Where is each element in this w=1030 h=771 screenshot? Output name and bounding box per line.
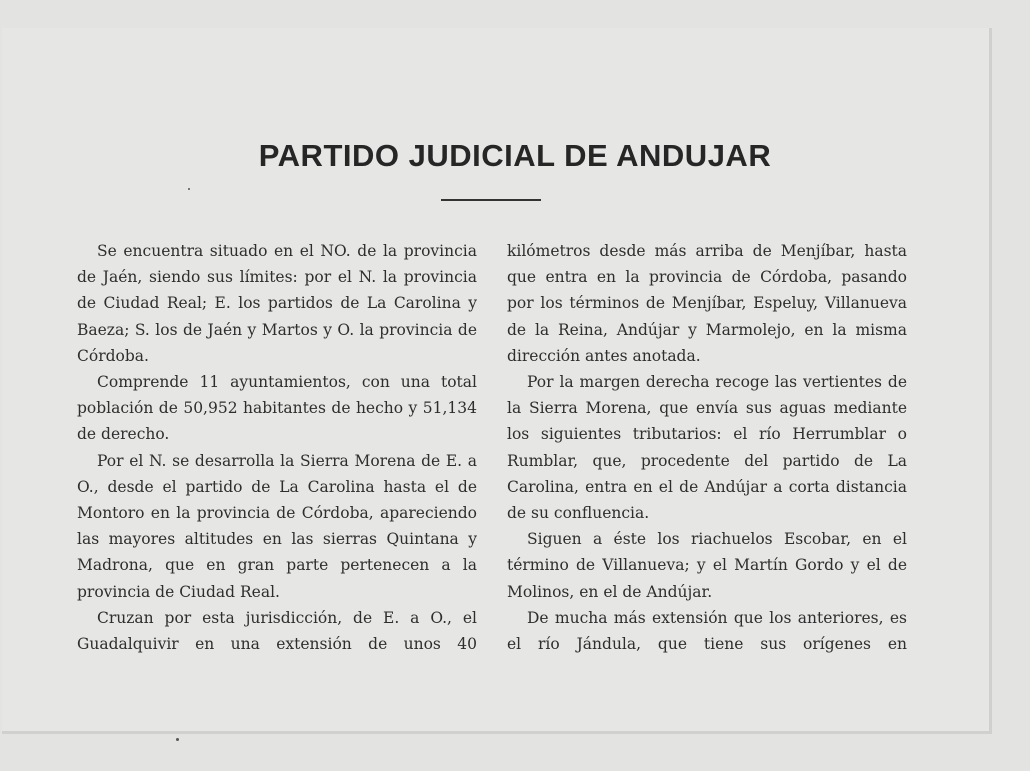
paragraph: Cruzan por esta jurisdicción, de E. a O., el Guadalquivir en una extensión de unos 40 [77, 608, 477, 654]
paragraph: Por la margen derecha recoge las vertientes de la Sierra Morena, que envía sus aguas mediante los siguientes tributarios: el río Herrumblar o Rumblar, que, procedente del partido de La Carolina, entra en el de Andújar a corta distancia de su confluencia. [507, 373, 907, 523]
right-column [507, 238, 907, 657]
left-column [77, 238, 477, 657]
paragraph: Comprende 11 ayuntamientos, con una total población de 50,952 habitantes de hecho y 51,134 de derecho. [77, 373, 477, 444]
paragraph: Siguen a éste los riachuelos Escobar, en el término de Villanueva; y el Martín Gordo y el de Molinos, en el de Andújar. [507, 530, 907, 601]
scan-speck [176, 738, 179, 741]
paragraph: De mucha más extensión que los anteriores, es el río Jándula, que tiene sus orígenes en [507, 608, 907, 654]
scan-speck [188, 188, 190, 190]
title-divider [441, 199, 541, 201]
paragraph: kilómetros desde más arriba de Menjíbar, hasta que entra en la provincia de Córdoba, pasando por los términos de Menjíbar, Espeluy, Villanueva de la Reina, Andújar y Marmolejo, en la misma dirección antes anotada. [507, 242, 907, 365]
paragraph: Se encuentra situado en el NO. de la provincia de Jaén, siendo sus límites: por el N. la provincia de Ciudad Real; E. los partidos de La Carolina y Baeza; S. los de Jaén y Martos y O. la provincia de Córdoba. [77, 242, 477, 365]
paragraph: Por el N. se desarrolla la Sierra Morena de E. a O., desde el partido de La Carolina hasta el de Montoro en la provincia de Córdoba, apareciendo las mayores altitudes en las sierras Quintana y Madrona, que en gran parte pertenecen a la provincia de Ciudad Real. [77, 451, 477, 601]
page-title: PARTIDO JUDICIAL DE ANDUJAR [258, 138, 772, 173]
